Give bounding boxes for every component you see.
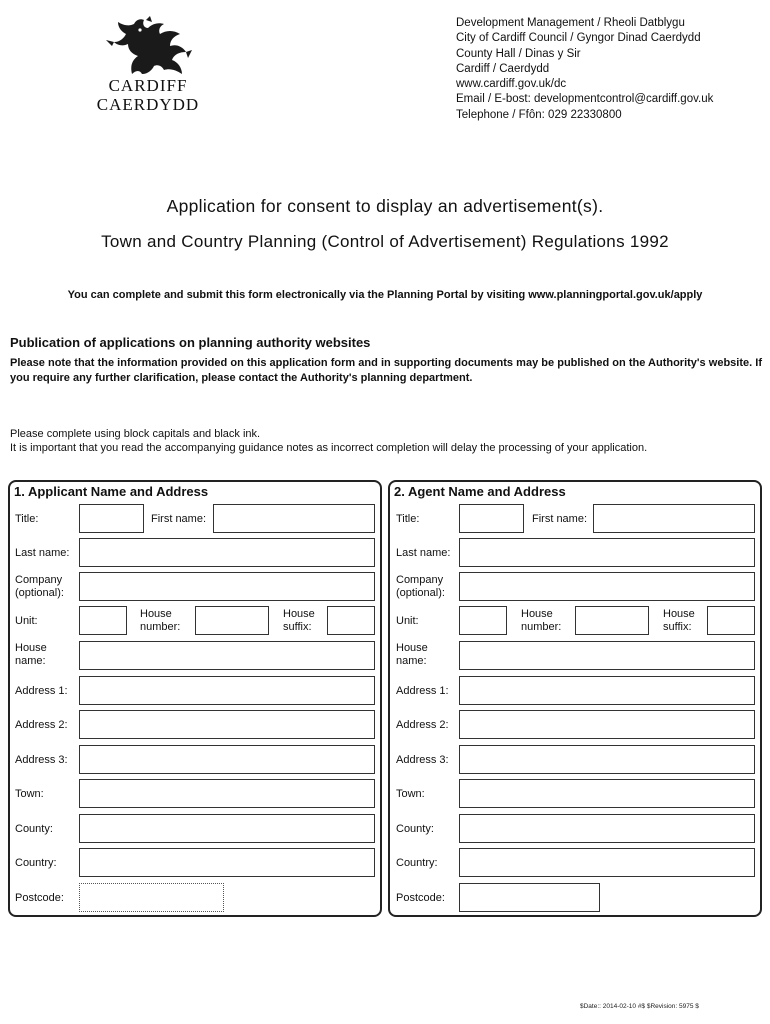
applicant-address1-label: Address 1: [15,685,68,697]
applicant-house-suffix-field[interactable] [327,606,375,635]
applicant-unit-field[interactable] [79,606,127,635]
agent-title-field[interactable] [459,504,524,533]
applicant-town-label: Town: [15,788,44,800]
applicant-town-field[interactable] [79,779,375,808]
contact-city: Cardiff / Caerdydd [456,62,550,75]
applicant-first-name-field[interactable] [213,504,375,533]
agent-company-field[interactable] [459,572,755,601]
applicant-last-name-field[interactable] [79,538,375,567]
applicant-house-number-field[interactable] [195,606,269,635]
agent-house-name-label: House name: [396,642,428,667]
publication-heading: Publication of applications on planning authority websites [10,335,371,350]
agent-postcode-label: Postcode: [396,892,445,904]
agent-country-label: Country: [396,857,438,869]
form-subtitle: Town and Country Planning (Control of Advertisement) Regulations 1992 [101,232,669,251]
applicant-country-field[interactable] [79,848,375,877]
agent-address3-label: Address 3: [396,754,449,766]
agent-county-label: County: [396,823,434,835]
logo-text-caerdydd: CAERDYDD [96,95,200,114]
agent-first-name-field[interactable] [593,504,755,533]
applicant-house-suffix-label: House suffix: [283,608,315,633]
agent-address1-label: Address 1: [396,685,449,697]
agent-last-name-label: Last name: [396,547,451,559]
council-logo [88,16,208,120]
agent-title-label: Title: [396,513,420,525]
applicant-unit-label: Unit: [15,615,38,627]
applicant-address2-field[interactable] [79,710,375,739]
contact-council: City of Cardiff Council / Gyngor Dinad Caerdydd [456,32,701,45]
applicant-address3-field[interactable] [79,745,375,774]
agent-country-field[interactable] [459,848,755,877]
applicant-heading: 1. Applicant Name and Address [14,484,209,499]
applicant-postcode-field[interactable] [79,883,224,912]
agent-county-field[interactable] [459,814,755,843]
agent-address1-field[interactable] [459,676,755,705]
agent-postcode-field[interactable] [459,883,600,912]
agent-house-number-label: House number: [521,608,562,633]
agent-unit-label: Unit: [396,615,419,627]
applicant-county-label: County: [15,823,53,835]
applicant-postcode-label: Postcode: [15,892,64,904]
instruction-line-1: Please complete using block capitals and black ink. [10,428,261,440]
publication-text: Please note that the information provided on this application form and in supporting documents may be published on the Authority's website. If you require any further clarification, please contact the Authority's planning department. [10,357,762,384]
applicant-house-number-label: House number: [140,608,181,633]
applicant-company-field[interactable] [79,572,375,601]
revision-datestamp: $Date:: 2014-02-10 #$ $Revision: 5975 $ [580,1003,699,1010]
agent-unit-field[interactable] [459,606,507,635]
applicant-address3-label: Address 3: [15,754,68,766]
applicant-house-name-field[interactable] [79,641,375,670]
applicant-title-label: Title: [15,513,39,525]
agent-house-name-field[interactable] [459,641,755,670]
contact-website: www.cardiff.gov.uk/dc [456,78,567,91]
applicant-section [8,480,382,917]
agent-section [388,480,762,917]
portal-notice: You can complete and submit this form electronically via the Planning Portal by visiting www.planningportal.gov.uk/apply [67,289,703,301]
applicant-address1-field[interactable] [79,676,375,705]
applicant-address2-label: Address 2: [15,719,68,731]
applicant-county-field[interactable] [79,814,375,843]
contact-email: Email / E-bost: developmentcontrol@cardiff.gov.uk [456,93,714,106]
logo-text-cardiff: CARDIFF [108,76,188,95]
agent-town-field[interactable] [459,779,755,808]
form-title: Application for consent to display an advertisement(s). [166,196,604,216]
applicant-house-name-label: House name: [15,642,47,667]
agent-house-suffix-label: House suffix: [663,608,695,633]
contact-details [456,16,756,123]
agent-last-name-field[interactable] [459,538,755,567]
agent-first-name-label: First name: [532,513,588,525]
applicant-company-label: Company (optional): [15,574,64,599]
agent-address2-label: Address 2: [396,719,449,731]
applicant-last-name-label: Last name: [15,547,70,559]
agent-town-label: Town: [396,788,425,800]
instructions [10,427,762,455]
agent-address3-field[interactable] [459,745,755,774]
agent-house-number-field[interactable] [575,606,649,635]
agent-house-suffix-field[interactable] [707,606,755,635]
applicant-country-label: Country: [15,857,57,869]
instruction-line-2: It is important that you read the accompanying guidance notes as incorrect completion will delay the processing of your application. [10,442,648,454]
agent-heading: 2. Agent Name and Address [394,484,566,499]
agent-company-label: Company (optional): [396,574,445,599]
applicant-first-name-label: First name: [151,513,207,525]
welsh-dragon-icon [102,16,194,78]
contact-department: Development Management / Rheoli Datblygu [456,17,685,29]
applicant-title-field[interactable] [79,504,144,533]
agent-address2-field[interactable] [459,710,755,739]
contact-telephone: Telephone / Ffôn: 029 22330800 [456,108,622,121]
contact-hall: County Hall / Dinas y Sir [456,47,581,60]
